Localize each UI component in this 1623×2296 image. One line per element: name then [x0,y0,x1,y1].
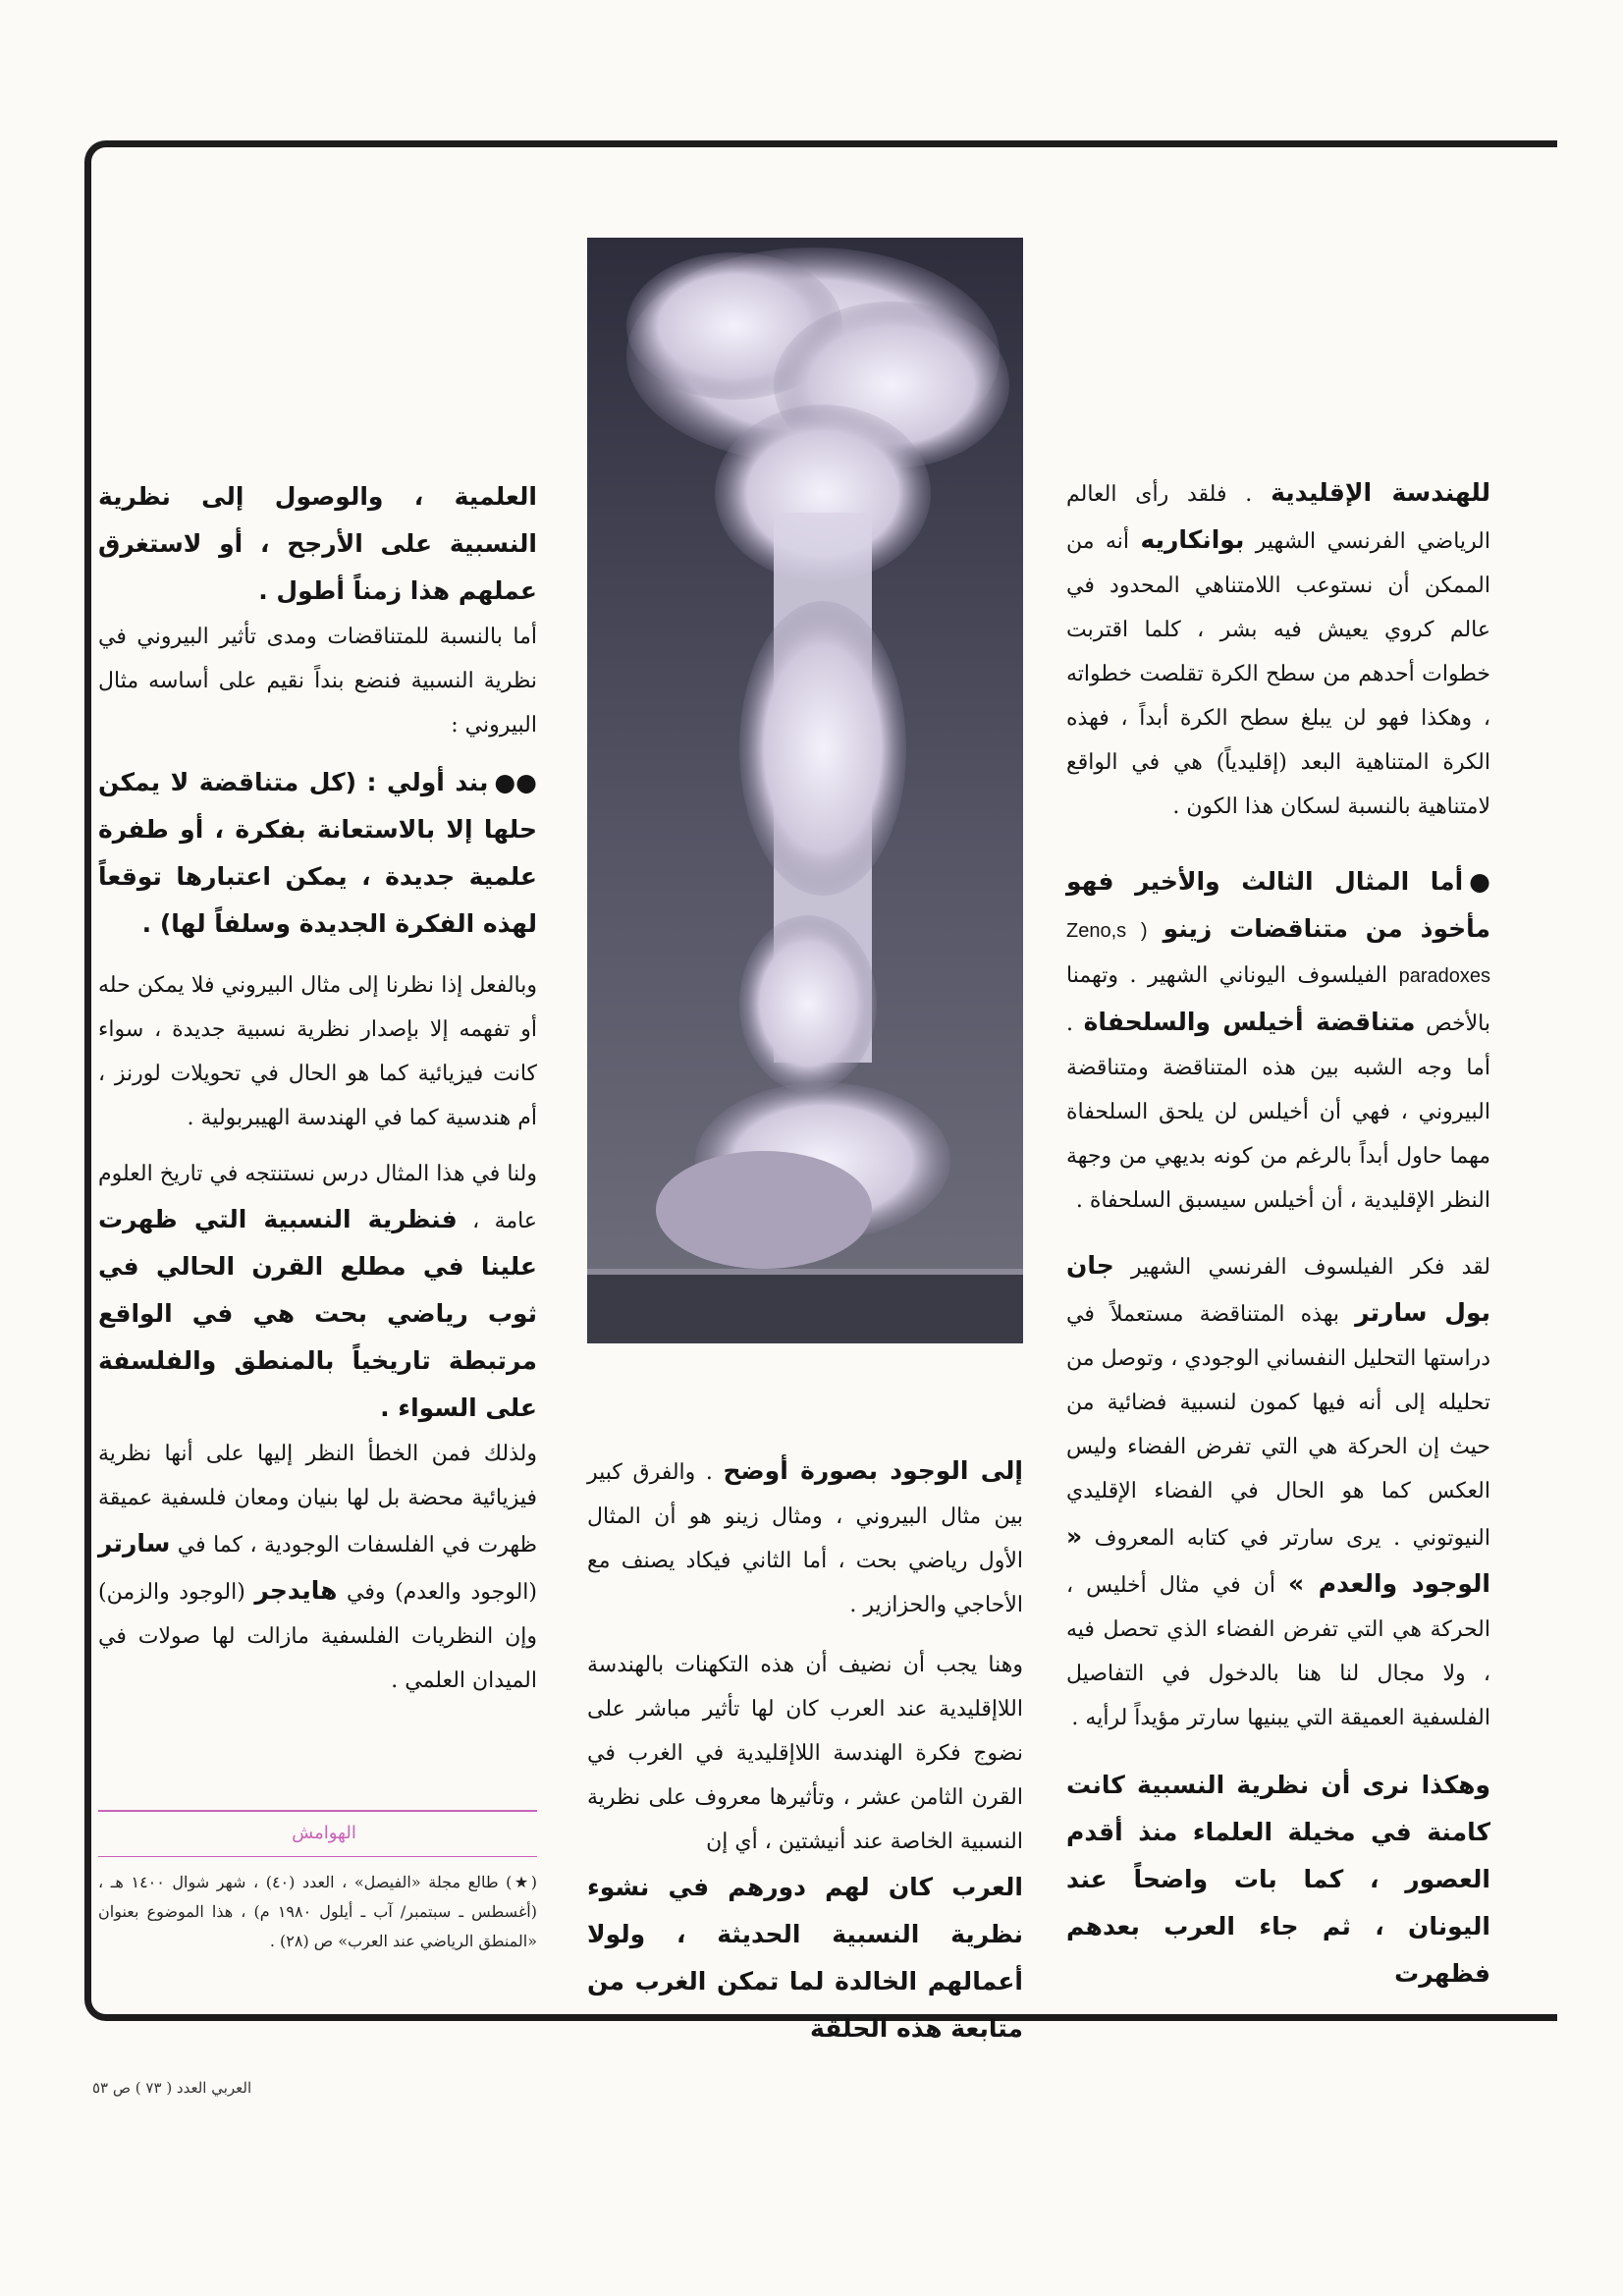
bold-phrase: فنظرية النسبية التي ظهرت علينا في مطلع القرن الحالي في ثوب رياضي بحت هي في الواقع مرتبطة تاريخياً بالمنطق والفلسفة على السواء . [98,1205,537,1422]
paragraph: ●أما المثال الثالث والأخير فهو مأخوذ من متناقضات زينو ( Zeno,s paradoxes الفيلسوف اليوناني الشهير . وتهمنا بالأخص متناقضة أخيلس والسلحفاة . أما وجه الشبه بين هذه المتناقضة ومتناقضة البيروني ، فهي أن أخيلس لن يلحق السلحفاة مهما حاول أبداً بالرغم من كونه بديهي من وجهة النظر الإقليدية ، أن أخيلس سيسبق السلحفاة . [1066,858,1490,1223]
paragraph [98,473,537,615]
page-folio: العربي العدد ( ٧٣ ) ص ٥٣ [92,2079,252,2097]
paragraph: إلى الوجود بصورة أوضح . والفرق كبير بين مثال البيروني ، ومثال زينو هو أن المثال الأول رياضي بحت ، أما الثاني فيكاد يصنف مع الأحاجي والحزازير . [587,1456,1023,1617]
name-poincare: بوانكاريه [1140,525,1245,554]
paragraph: وبالفعل إذا نظرنا إلى مثال البيروني فلا يمكن حله أو تفهمه إلا بإصدار نظرية نسبية جديدة ، سواء كانت فيزيائية كما هو الحال في تحويلات لورنز ، أم هندسية كما في الهندسة الهيبربولية . [98,973,537,1130]
name-heidegger: هايدجر [254,1576,338,1605]
paragraph [587,1864,1023,2052]
bold-paragraph: العرب كان لهم دورهم في نشوء نظرية النسبية الحديثة ، ولولا أعمالهم الخالدة لما تمكن الغرب من متابعة هذه الحلقة [587,1873,1023,2043]
bullet-icon: ● [1469,867,1490,896]
notes-title: الهوامش [292,1823,356,1843]
name-sartre: جان بول سارتر [1066,1251,1491,1327]
principle-statement: بند أولي : (كل متناقضة لا يمكن حلها إلا بالاستعانة بفكرة ، أو طفرة علمية جديدة ، يمكن اعتبارها توقعاً لهذه الفكرة الجديدة وسلفاً لها) . [98,768,537,938]
bold-paragraph: وهكذا نرى أن نظرية النسبية كانت كامنة في مخيلة العلماء منذ أقدم العصور ، كما بات واضحاً عند اليونان ، ثم جاء العرب بعدهم فظهرت [1066,1771,1490,1988]
bold-phrase: إلى الوجود بصورة أوضح [723,1456,1023,1485]
notes-divider [98,1810,537,1812]
middle-column [587,1448,1023,2052]
paragraph [1066,1762,1490,1997]
bold-paragraph: العلمية ، والوصول إلى نظرية النسبية على الأرجح ، أو لاستغرق عملهم هذا زمناً أطول . [98,482,537,605]
paragraph: للهندسة الإقليدية . فلقد رأى العالم الرياضي الفرنسي الشهير بوانكاريه أنه من الممكن أن نستوعب اللامتناهي المحدود في عالم كروي يعيش فيه بشر ، كلما اقتربت خطوات أحدهم من سطح الكرة تقلصت خطواته ، وهكذا فهو لن يبلغ سطح الكرة أبداً ، فهذه الكرة المتناهية البعد (إقليدياً) هي في الواقع لامتناهية بالنسبة لسكان هذا الكون . [1066,478,1491,819]
paragraph: ولذلك فمن الخطأ النظر إليها على أنها نظرية فيزيائية محضة بل لها بنيان ومعان فلسفية عميقة ظهرت في الفلسفات الوجودية ، كما في سارتر (الوجود والعدم) وفي هايدجر (الوجود والزمن) وإن النظريات الفلسفية مازالت لها صولات في الميدان العلمي . [98,1442,537,1693]
notes-divider [98,1856,537,1857]
name-sartre: سارتر [98,1529,171,1558]
paragraph [98,759,537,948]
paragraph: أما بالنسبة للمتناقضات ومدى تأثير البيروني في نظرية النسبية فنضع بنداً نقيم على أساسه مثال البيروني : [98,625,537,738]
book-title: « الوجود والعدم » [1066,1522,1490,1598]
bold-heading: أما المثال الثالث والأخير فهو مأخوذ من متناقضات زينو [1066,867,1490,943]
left-column [98,473,537,1703]
double-bullet-icon: ●● [494,768,537,796]
paragraph: لقد فكر الفيلسوف الفرنسي الشهير جان بول سارتر بهذه المتناقضة مستعملاً في دراستها التحليل النفساني الوجودي ، وتوصل من تحليله إلى أنه فيها كمون لنسبية فضائية من حيث إن الحركة هي التي تفرض الفضاء وليس العكس كما هو الحال في الفضاء الإقليدي النيوتوني . يرى سارتر في كتابه المعروف « الوجود والعدم » أن في مثال أخليس ، الحركة هي التي تفرض الفضاء الذي تحصل فيه ، ولا مجال لنا هنا بالدخول في التفاصيل الفلسفية العميقة التي يبنيها سارتر مؤيداً لرأيه . [1066,1251,1491,1730]
bold-phrase: متناقضة أخيلس والسلحفاة [1083,1008,1416,1036]
paragraph: ولنا في هذا المثال درس نستنتجه في تاريخ العلوم عامة ، فنظرية النسبية التي ظهرت علينا في مطلع القرن الحالي في ثوب رياضي بحت هي في الواقع مرتبطة تاريخياً بالمنطق والفلسفة على السواء . [98,1162,537,1422]
paragraph: وهنا يجب أن نضيف أن هذه التكهنات بالهندسة اللاإقليدية عند العرب كان لها تأثير مباشر على نضوج فكرة الهندسة اللاإقليدية في الغرب في القرن الثامن عشر ، وتأثيرها معروف على نظرية النسبية الخاصة عند أنيشتين ، أي إن [587,1653,1023,1854]
footnote: (★) طالع مجلة «الفيصل» ، العدد (٤٠) ، شهر شوال ١٤٠٠ هـ ، (أغسطس ـ سبتمبر/ آب ـ أيلول ١٩٨٠ م) ، هذا الموضوع بعنوان «المنطق الرياضي عند العرب» ص (٢٨) . [98,1873,537,1950]
mushroom-cloud-photo [587,238,1023,1343]
right-column [1066,469,1490,1997]
bold-phrase: للهندسة الإقليدية [1271,478,1491,507]
